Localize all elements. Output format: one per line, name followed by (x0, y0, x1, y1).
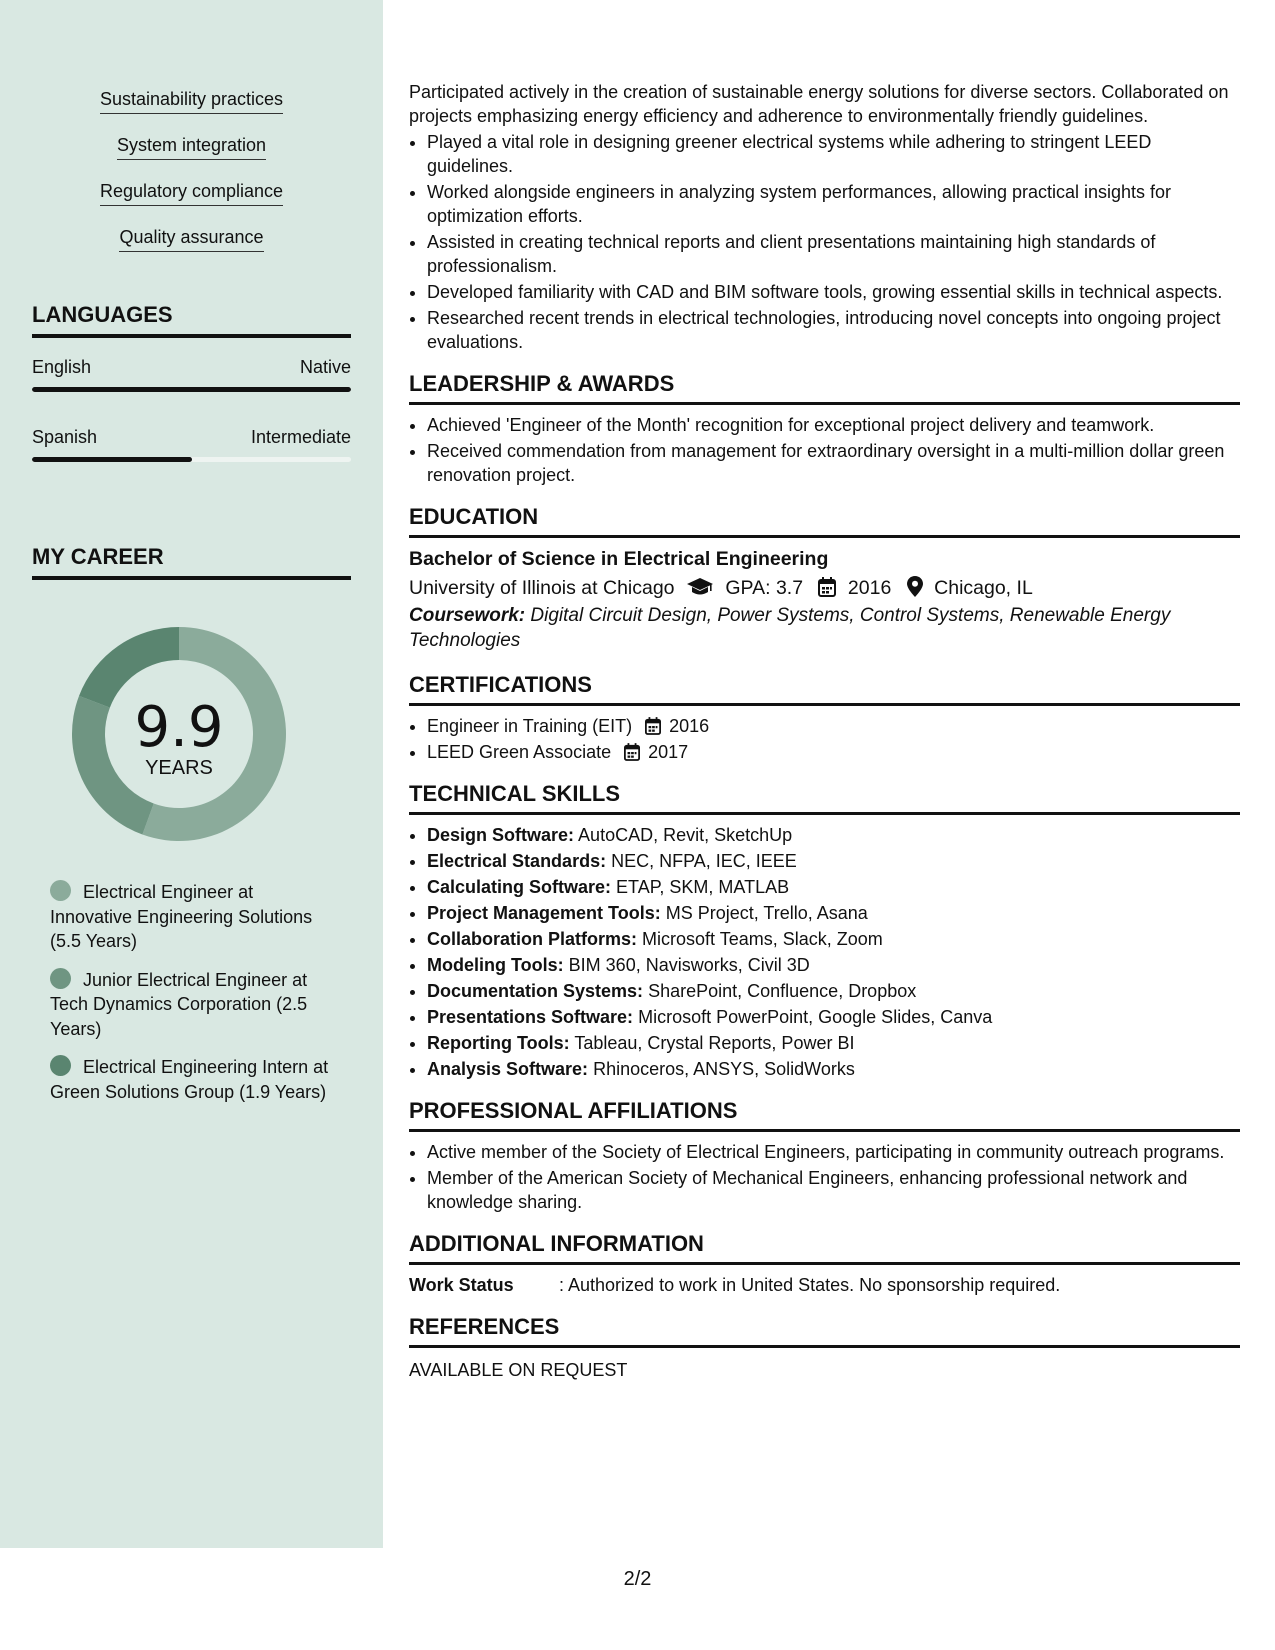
technical-skill-value: MS Project, Trello, Asana (665, 903, 868, 923)
degree-title: Bachelor of Science in Electrical Engineering (409, 548, 829, 570)
career-item (50, 880, 340, 954)
career-total-unit: YEARS (145, 757, 213, 779)
additional-info-heading: ADDITIONAL INFORMATION (409, 1231, 1240, 1265)
career-dot (50, 968, 71, 989)
work-status-value: : Authorized to work in United States. No sponsorship required. (559, 1275, 1061, 1295)
technical-skill-label: Modeling Tools: (427, 955, 564, 975)
career-item (50, 968, 340, 1042)
education-entry (409, 545, 1240, 653)
technical-skill-label: Design Software: (427, 825, 575, 845)
certification-item (427, 714, 1240, 738)
affiliations-list (409, 1140, 1240, 1214)
career-item-text: Electrical Engineer at Innovative Engineering Solutions (5.5 Years) (50, 882, 313, 951)
affiliation-item: • Member of the American Society of Mechanical Engineers, enhancing professional network and knowledge sharing. (427, 1166, 1240, 1214)
technical-skill-value: BIM 360, Navisworks, Civil 3D (568, 955, 810, 975)
education-heading: EDUCATION (409, 504, 1240, 538)
technical-skill-label: Analysis Software: (427, 1059, 589, 1079)
technical-skill-value: Microsoft Teams, Slack, Zoom (642, 929, 883, 949)
graduation-cap-icon (686, 577, 714, 597)
technical-skill-label: Presentations Software: (427, 1007, 634, 1027)
technical-skill-value: NEC, NFPA, IEC, IEEE (611, 851, 797, 871)
technical-skill-label: Reporting Tools: (427, 1033, 570, 1053)
languages-heading: LANGUAGES (32, 302, 351, 338)
calendar-icon (624, 743, 640, 761)
skill-item: Sustainability practices (100, 87, 283, 114)
technical-skill-value: AutoCAD, Revit, SketchUp (578, 825, 793, 845)
gpa: GPA: 3.7 (725, 577, 804, 599)
career-donut-chart (66, 621, 292, 847)
language-bar (32, 457, 351, 462)
career-item (50, 1055, 340, 1104)
technical-skill-item (427, 953, 1240, 977)
language-level: Intermediate (250, 427, 351, 447)
language-bar-fill (32, 387, 351, 392)
leadership-heading: LEADERSHIP & AWARDS (409, 371, 1240, 405)
language-item (32, 355, 351, 392)
technical-skill-item (427, 979, 1240, 1003)
career-dot (50, 1055, 71, 1076)
affiliations-heading: PROFESSIONAL AFFILIATIONS (409, 1098, 1240, 1132)
certification-year: 2017 (648, 742, 689, 762)
certifications-heading: CERTIFICATIONS (409, 672, 1240, 706)
technical-skill-item (427, 849, 1240, 873)
school-name: University of Illinois at Chicago (409, 577, 675, 599)
page-number: 2/2 (623, 1568, 652, 1590)
work-status-row (409, 1273, 1240, 1297)
technical-skills-heading: TECHNICAL SKILLS (409, 781, 1240, 815)
skill-item: System integration (117, 133, 266, 160)
experience-bullet: • Played a vital role in designing greener electrical systems while adhering to stringent LEED guidelines. (427, 130, 1240, 178)
technical-skill-item (427, 1057, 1240, 1081)
technical-skill-value: Tableau, Crystal Reports, Power BI (574, 1033, 855, 1053)
technical-skill-item (427, 1031, 1240, 1055)
technical-skill-label: Electrical Standards: (427, 851, 607, 871)
references-heading: REFERENCES (409, 1314, 1240, 1348)
leadership-list (409, 413, 1240, 487)
skill-item: Regulatory compliance (100, 179, 283, 206)
references-text: AVAILABLE ON REQUEST (409, 1360, 628, 1380)
career-item-text: Electrical Engineering Intern at Green Solutions Group (1.9 Years) (50, 1057, 329, 1102)
school-location: Chicago, IL (934, 577, 1033, 599)
technical-skill-item (427, 823, 1240, 847)
coursework (409, 603, 1240, 653)
language-name: Spanish (32, 427, 98, 447)
skill-item: Quality assurance (119, 225, 263, 252)
technical-skill-item (427, 901, 1240, 925)
calendar-icon (818, 577, 836, 597)
graduation-year: 2016 (847, 577, 892, 599)
certification-year: 2016 (669, 716, 710, 736)
experience-bullet: • Assisted in creating technical reports and client presentations maintaining high standards of professionalism. (427, 230, 1240, 278)
sidebar (0, 0, 383, 1548)
career-item-text: Junior Electrical Engineer at Tech Dynamics Corporation (2.5 Years) (50, 969, 308, 1039)
career-heading: MY CAREER (32, 544, 351, 580)
experience-bullet: • Researched recent trends in electrical technologies, introducing novel concepts into ongoing project evaluations. (427, 306, 1240, 354)
coursework-list: Digital Circuit Design, Power Systems, Control Systems, Renewable Energy Technologies (409, 605, 1171, 651)
certification-name: Engineer in Training (EIT) (427, 716, 633, 736)
affiliation-item: • Active member of the Society of Electrical Engineers, participating in community outreach programs. (427, 1140, 1240, 1164)
coursework-label: Coursework: (409, 605, 526, 626)
technical-skill-label: Documentation Systems: (427, 981, 644, 1001)
skills-list (0, 87, 383, 271)
leadership-item: • Received commendation from management for extraordinary oversight in a multi-million dollar green renovation project. (427, 439, 1240, 487)
technical-skill-item (427, 1005, 1240, 1029)
main-content (409, 0, 1240, 1382)
language-item (32, 425, 351, 462)
technical-skills-list (409, 823, 1240, 1081)
technical-skill-label: Calculating Software: (427, 877, 612, 897)
technical-skill-value: ETAP, SKM, MATLAB (616, 877, 790, 897)
technical-skill-value: Microsoft PowerPoint, Google Slides, Canva (638, 1007, 993, 1027)
experience-bullets (409, 130, 1240, 354)
experience-bullet: • Developed familiarity with CAD and BIM software tools, growing essential skills in technical aspects. (427, 280, 1240, 304)
certifications-list (409, 714, 1240, 764)
certification-item (427, 740, 1240, 764)
technical-skill-label: Project Management Tools: (427, 903, 661, 923)
career-list (50, 880, 340, 1118)
calendar-icon (645, 717, 661, 735)
career-total-value: 9.9 (134, 695, 224, 760)
language-level: Native (299, 357, 351, 377)
certification-name: LEED Green Associate (427, 742, 612, 762)
career-dot (50, 880, 71, 901)
technical-skill-value: Rhinoceros, ANSYS, SolidWorks (593, 1059, 855, 1079)
experience-summary: Participated actively in the creation of sustainable energy solutions for diverse sectors. Collaborated on projects emphasizing energy efficiency and adherence to environmentally friendly guidelines. (409, 82, 1229, 126)
education-meta (409, 573, 1240, 603)
leadership-item: • Achieved 'Engineer of the Month' recognition for exceptional project delivery and teamwork. (427, 413, 1240, 437)
language-name: English (32, 357, 92, 377)
language-bar-fill (32, 457, 192, 462)
map-pin-icon (907, 576, 923, 597)
experience-bullet: • Worked alongside engineers in analyzing system performances, allowing practical insights for optimization efforts. (427, 180, 1240, 228)
technical-skill-value: SharePoint, Confluence, Dropbox (648, 981, 917, 1001)
technical-skill-item (427, 875, 1240, 899)
work-status-label: Work Status (409, 1275, 514, 1295)
technical-skill-label: Collaboration Platforms: (427, 929, 638, 949)
technical-skill-item (427, 927, 1240, 951)
language-bar (32, 387, 351, 392)
